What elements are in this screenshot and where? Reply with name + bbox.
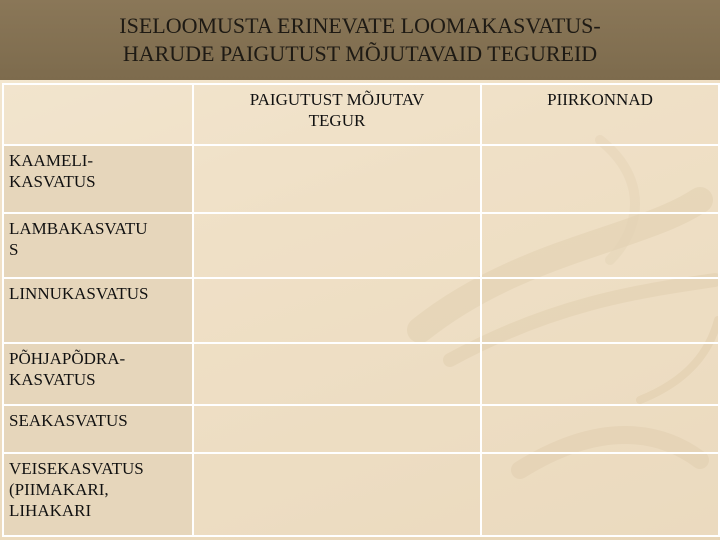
column-header-factor-label: PAIGUTUST MÕJUTAV TEGUR	[249, 90, 425, 130]
regions-cell[interactable]	[481, 405, 719, 453]
factor-cell[interactable]	[193, 343, 481, 405]
row-label	[3, 343, 193, 405]
table-row	[3, 278, 719, 343]
table-row	[3, 343, 719, 405]
row-label	[3, 453, 193, 536]
row-label-text: SEAKASVATUS	[9, 411, 128, 430]
row-label	[3, 213, 193, 278]
table-row	[3, 453, 719, 536]
regions-cell[interactable]	[481, 278, 719, 343]
column-header-factor	[193, 84, 481, 145]
regions-cell[interactable]	[481, 145, 719, 213]
table-header-row	[3, 84, 719, 145]
factor-cell[interactable]	[193, 453, 481, 536]
regions-cell[interactable]	[481, 343, 719, 405]
row-label	[3, 405, 193, 453]
factor-cell[interactable]	[193, 405, 481, 453]
column-header-regions-label: PIIRKONNAD	[547, 90, 653, 109]
column-header-regions	[481, 84, 719, 145]
regions-cell[interactable]	[481, 453, 719, 536]
row-label	[3, 145, 193, 213]
row-label-text: KAAMELI- KASVATUS	[9, 151, 96, 191]
header-empty-cell	[3, 84, 193, 145]
row-label-text: VEISEKASVATUS (PIIMAKARI, LIHAKARI	[9, 459, 144, 520]
slide-title: ISELOOMUSTA ERINEVATE LOOMAKASVATUS- HARUDE PAIGUTUST MÕJUTAVAID TEGUREID	[119, 13, 601, 66]
livestock-placement-table	[2, 83, 720, 537]
factor-cell[interactable]	[193, 278, 481, 343]
row-label	[3, 278, 193, 343]
regions-cell[interactable]	[481, 213, 719, 278]
table-row	[3, 213, 719, 278]
table-row	[3, 145, 719, 213]
table-row	[3, 405, 719, 453]
factor-cell[interactable]	[193, 213, 481, 278]
row-label-text: LINNUKASVATUS	[9, 284, 149, 303]
factor-cell[interactable]	[193, 145, 481, 213]
row-label-text: PÕHJAPÕDRA- KASVATUS	[9, 349, 126, 389]
row-label-text: LAMBAKASVATU S	[9, 219, 148, 259]
